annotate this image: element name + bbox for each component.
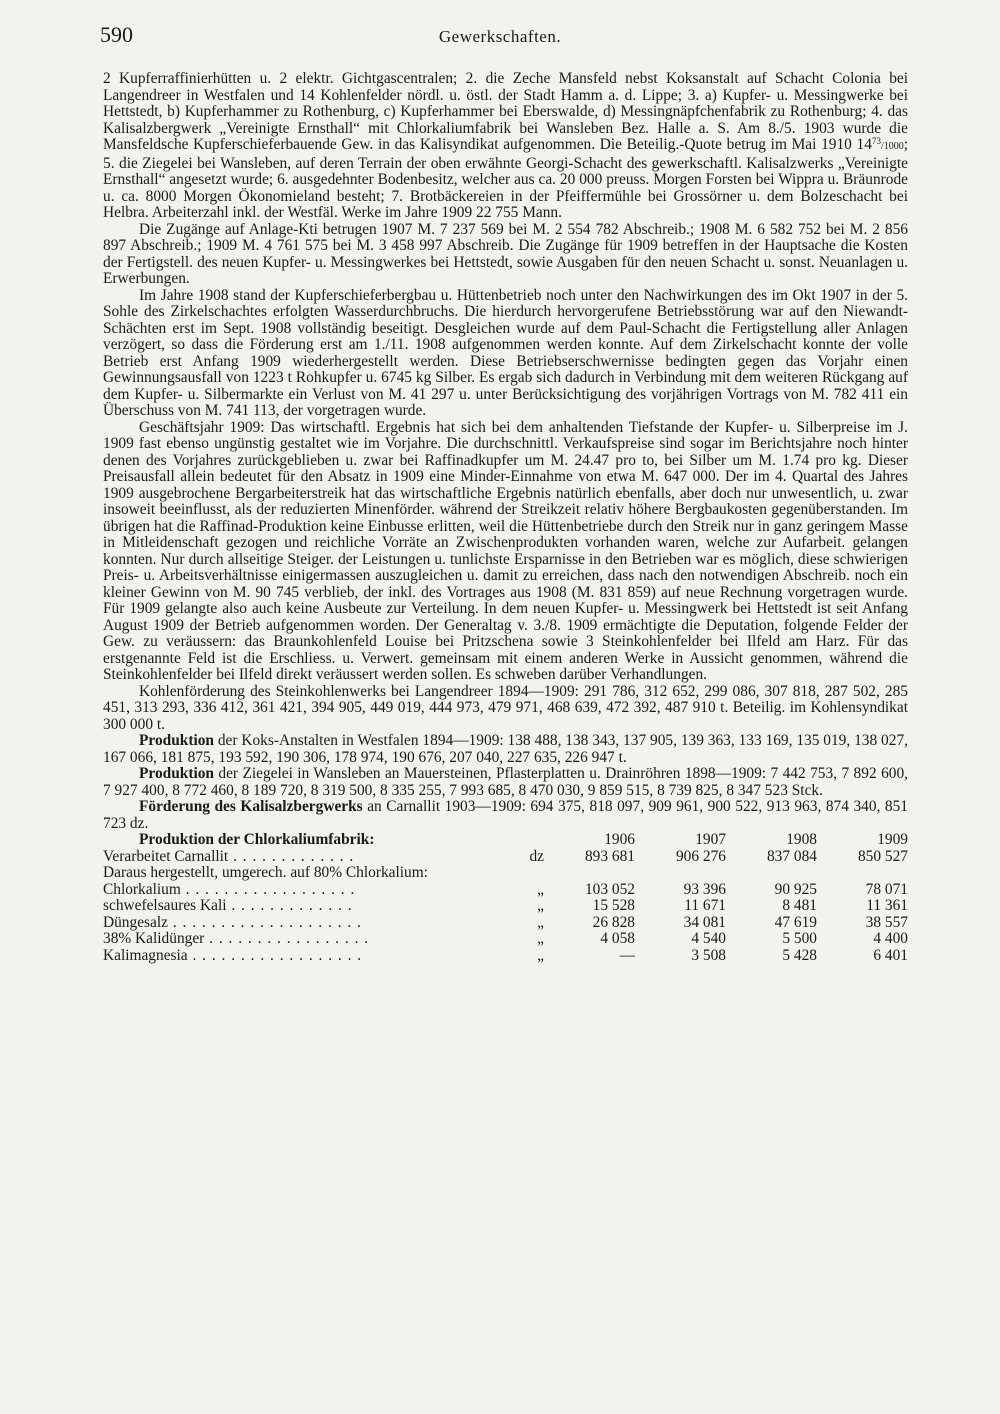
cell: 26 828 <box>592 913 635 931</box>
cell: 5 500 <box>782 930 817 947</box>
cell: 4 058 <box>600 930 635 947</box>
year-header: 1908 <box>786 831 817 848</box>
cell: 11 671 <box>684 897 726 914</box>
year-header: 1909 <box>877 831 908 848</box>
cell: 837 084 <box>766 847 817 865</box>
section-text: der Ziegelei in Wansleben an Mauersteinen, Pflasterplatten u. Drainröhren 1898—1909: 7 442 753, 7 892 600, 7 927 400, 8 772 460, 8 189 720, 8 319 500, 8 335 255, 7 993 685, 8 470 030, 9 859 515, 8 739 825, 8 347 523 Stck. <box>103 765 908 799</box>
page-body <box>103 71 908 964</box>
row-label: Chlorkalium <box>103 880 181 898</box>
table-subhead: Daraus hergestellt, umgerech. auf 80% Chlorkalium: <box>103 864 428 881</box>
chlorkalium-table <box>103 832 908 964</box>
cell: 103 052 <box>584 880 635 898</box>
paragraph-property: 2 Kupferraffinierhütten u. 2 elektr. Gichtgascentralen; 2. die Zeche Mansfeld nebst Koksanstalt auf Schacht Colonia bei Langendreer in Westfalen und 14 Kohlenfelder nördl. u. östl. der Stadt Hamm a. d. Lippe; 3. a) Kupfer- u. Messingwerke bei Hettstedt, b) Kupferhammer zu Rothenburg, c) Kupferhammer bei Eberswalde, d) Messingnäpfchenfabrik zu Rothenburg; 4. das Kalisalzbergwerk „Vereinigte Ernsthall“ mit Chlorkaliumfabrik bei Wansleben Bez. Halle a. S. Am 8./5. 1903 wurde die Mansfeldsche Kupferschieferbauende Gew. in das Kalisyndikat aufgenommen. Die Beteilig.-Quote betrug im Mai 1910 $14^{73}/1000$; 5. die Ziegelei bei Wansleben, auf deren Terrain der oben erwähnte Georgi-Schacht des gewerkschaftl. Kalisalzwerks „Vereinigte Ernsthall“ angesetzt wurde; 6. ausgedehnter Bodenbesitz, welcher aus ca. 20 000 preuss. Morgen Forsten bei Wippra u. Bräunrode u. ca. 8000 Morgen Ökonomieland besteht; 7. Brotbäckereien in der Pfeiffermühle bei Grossörner u. dem Bolzeschacht bei Helbra. Arbeiterzahl inkl. der Westfäl. Werke im Jahre 1909 22 755 Mann. <box>103 70 908 221</box>
row-label: schwefelsaures Kali <box>103 897 227 914</box>
section-label: Produktion <box>139 765 214 782</box>
section-label: Förderung des Kalisalzbergwerks <box>139 798 363 815</box>
paragraph-1909: Geschäftsjahr 1909: Das wirtschaftl. Ergebnis hat sich bei dem anhaltenden Tiefstande der Kupfer- u. Silberpreise im J. 1909 fast ebenso ungünstig gestaltet wie im Vorjahre. Die durchschnittl. Verkaufspreise sind sogar im Berichtsjahre noch hinter denen des Vorjahres zurückgeblieben u. zwar bei Raffinadkupfer um M. 24.47 pro to, bei Silber um M. 1.74 pro kg. Dieser Preisausfall allein bedeutet für den Absatz in 1909 eine Minder-Einnahme von etwa M. 647 000. Der im 4. Quartal des Jahres 1909 ausgebrochene Bergarbeiterstreik hat das wirtschaftliche Ergebnis natürlich ebenfalls, aber doch nur unwesentlich, u. zwar insoweit beeinflusst, als der reduzierten Minenförder. während der Streikzeit relativ höhere Bergbaukosten gegenüberstanden. Im übrigen hat die Raffinad-Produktion keine Einbusse erlitten, weil die Hüttenbetriebe durch den Streik nur in ganz geringem Masse in Mitleidenschaft gezogen und reichliche Vorräte an Zwischenprodukten vorhanden waren, welche zur Aufarbeit. gelangen konnten. Nur durch allseitige Steiger. der Leistungen u. tunlichste Ersparnisse in den Betrieben war es möglich, diese schwierigen Preis- u. Arbeitsverhältnisse einigermassen auszugleichen u. damit zu erreichen, dass nach den notwendigen Abschreib. noch ein kleiner Gewinn von M. 90 745 verblieb, der inkl. des Vortrages aus 1908 (M. 831 859) auf neue Rechnung vorgetragen wurde. Für 1909 gelangte also auch keine Ausbeute zur Verteilung. In dem neuen Kupfer- u. Messingwerk bei Hettstedt ist seit Anfang August 1909 der Betrieb aufgenommen worden. Der Generaltag v. 3./8. 1909 ermächtigte die Deputation, folgende Felder der Gew. zu veräussern: das Braunkohlenfeld Louise bei Pritzschena sowie 3 Steinkohlenfelder bei Ilfeld am Harz. Für das erstgenannte Feld ist die Erschliess. u. Verwert. gemeinsam mit einem anderen Werke in Aussicht genommen, während die Steinkohlenfelder bei Ilfeld direkt veräussert werden sollen. Es schweben darüber Verhandlungen. <box>103 418 908 683</box>
table-row: Chlorkalium . . . . . . . . . . . . . . . . . . „ 103 052 93 396 90 925 78 071 <box>103 880 908 898</box>
cell: 90 925 <box>774 880 817 898</box>
cell: 850 527 <box>857 847 908 865</box>
paragraph-coal: Kohlenförderung des Steinkohlenwerks bei Langendreer 1894—1909: 291 786, 312 652, 299 086, 307 818, 287 502, 285 451, 313 293, 336 412, 361 421, 394 905, 449 019, 444 973, 479 971, 468 639, 472 392, 487 910 t. Beteilig. im Kohlensyndikat 300 000 t. <box>103 682 908 733</box>
quota-denominator: 1000 <box>883 141 904 152</box>
year-header: 1906 <box>604 831 635 848</box>
cell: 11 361 <box>866 897 908 914</box>
table-row: Düngesalz . . . . . . . . . . . . . . . . . . . . „ 26 828 34 081 47 619 38 557 <box>103 913 908 931</box>
table-row: schwefelsaures Kali . . . . . . . . . . . . . „ 15 528 11 671 8 481 11 361 <box>103 897 908 914</box>
cell: 893 681 <box>584 847 635 865</box>
page-number: 590 <box>100 22 133 47</box>
year-header: 1907 <box>695 831 726 848</box>
table-row: 38% Kalidünger . . . . . . . . . . . . . . . . . „ 4 058 4 540 5 500 4 400 <box>103 930 908 947</box>
row-label: 38% Kalidünger <box>103 930 205 947</box>
row-unit: „ <box>537 897 544 914</box>
cell: 93 396 <box>683 880 726 898</box>
running-head: Gewerkschaften. <box>438 27 562 46</box>
table-title: Produktion der Chlorkaliumfabrik: <box>139 831 375 848</box>
cell: 4 400 <box>873 930 908 947</box>
cell: 47 619 <box>774 913 817 931</box>
production-potash <box>103 799 908 832</box>
paragraph-additions: Die Zugänge auf Anlage-Kti betrugen 1907 M. 7 237 569 bei M. 2 554 782 Abschreib.; 1908 M. 6 582 752 bei M. 2 856 897 Abschreib.; 1909 M. 4 761 575 bei M. 3 458 997 Abschreib. Die Zugänge für 1909 betreffen in der Hauptsache die Kosten der Fertigstell. des neuen Kupfer- u. Messingwerkes bei Hettstedt, sowie Ausgaben für den neuen Schacht u. sonst. Neuanlagen u. Erwerbungen. <box>103 220 908 287</box>
cell: 15 528 <box>592 897 635 914</box>
page-header <box>0 22 1000 52</box>
row-unit: „ <box>537 930 544 947</box>
row-label: Düngesalz <box>103 913 168 931</box>
section-text: der Koks-Anstalten in Westfalen 1894—1909: 138 488, 138 343, 137 905, 139 363, 133 169, 135 019, 138 027, 167 066, 181 875, 193 592, 190 306, 178 974, 190 676, 207 040, 227 635, 226 947 t. <box>103 732 908 766</box>
row-label: Verarbeitet Carnallit <box>103 847 229 865</box>
row-unit: „ <box>537 880 544 898</box>
paragraph-text: ; 5. die Ziegelei bei Wansleben, auf deren Terrain der oben erwähnte Georgi-Schacht des gewerkschaftl. Kalisalzwerks „Vereinigte Ernsthall“ angesetzt wurde; 6. ausgedehnter Bodenbesitz, welcher aus ca. 20 000 preuss. Morgen Forsten bei Wippra u. Bräunrode u. ca. 8000 Morgen Ökonomieland besteht; 7. Brotbäckereien in der Pfeiffermühle bei Grossörner u. dem Bolzeschacht bei Helbra. Arbeiterzahl inkl. der Westfäl. Werke im Jahre 1909 22 755 Mann. <box>103 136 908 221</box>
row-unit: „ <box>537 946 544 964</box>
table-row: Kalimagnesia . . . . . . . . . . . . . . . . . . „ — 3 508 5 428 6 401 <box>103 946 908 964</box>
cell: 78 071 <box>865 880 908 898</box>
cell: 34 081 <box>683 913 726 931</box>
cell: 906 276 <box>675 847 726 865</box>
table-row: Verarbeitet Carnallit . . . . . . . . . . . . . dz 893 681 906 276 837 084 850 527 <box>103 847 908 865</box>
cell: — <box>619 946 635 964</box>
cell: 8 481 <box>782 897 817 914</box>
row-unit: „ <box>537 913 544 931</box>
section-label: Produktion <box>139 732 214 749</box>
table-header-row <box>103 832 908 849</box>
table-subhead-row <box>103 865 908 882</box>
section-text: an Carnallit 1903—1909: 694 375, 818 097, 909 961, 900 522, 913 963, 874 340, 851 723 dz. <box>103 798 909 832</box>
paragraph-1908: Im Jahre 1908 stand der Kupferschieferbergbau u. Hüttenbetrieb noch unter den Nachwirkungen des im Okt 1907 in der 5. Sohle des Zirkelschachtes erfolgten Wasserdurchbruchs. Die hierdurch hervorgerufene Betriebsstörung war auf den Niewandt-Schächten erst im Sept. 1908 vollständig beseitigt. Desgleichen wurde auf dem Paul-Schacht die Fertigstellung aller Anlagen verzögert, so dass die Förderung erst am 1./11. 1908 aufgenommen werden konnte. Auf dem Zirkelschacht konnte der volle Betrieb erst Anfang 1909 wiederhergestellt werden. Diese Betriebserschwernisse bedingten gegen das Vorjahr einen Gewinnungsausfall von 1223 t Rohkupfer u. 6745 kg Silber. Es ergab sich dadurch in Verbindung mit dem weiteren Rückgang auf dem Kupfer- u. Silbermarkte ein Verlust von M. 41 297 u. unter Berücksichtigung des vorjährigen Vortrags von M. 782 411 ein Überschuss von M. 741 113, der vorgetragen wurde. <box>103 286 908 419</box>
paragraph-text: 2 Kupferraffinierhütten u. 2 elektr. Gichtgascentralen; 2. die Zeche Mansfeld nebst Koksanstalt auf Schacht Colonia bei Langendreer in Westfalen und 14 Kohlenfelder nördl. u. östl. der Stadt Hamm a. d. Lippe; 3. a) Kupfer- u. Messingwerke bei Hettstedt, b) Kupferhammer zu Rothenburg, c) Kupferhammer bei Eberswalde, d) Messingnäpfchenfabrik zu Rothenburg; 4. das Kalisalzbergwerk „Vereinigte Ernsthall“ mit Chlorkaliumfabrik bei Wansleben Bez. Halle a. S. Am 8./5. 1903 wurde die Mansfeldsche Kupferschieferbauende Gew. in das Kalisyndikat aufgenommen. Die Beteilig.-Quote betrug im Mai 1910 14 <box>103 70 908 153</box>
row-label: Kalimagnesia <box>103 946 188 964</box>
cell: 3 508 <box>691 946 726 964</box>
production-coke <box>103 733 908 766</box>
production-bricks <box>103 766 908 799</box>
cell: 4 540 <box>691 930 726 947</box>
cell: 38 557 <box>865 913 908 931</box>
row-unit: dz <box>529 847 544 865</box>
cell: 5 428 <box>782 946 817 964</box>
quota-numerator: 73 <box>871 136 881 146</box>
cell: 6 401 <box>873 946 908 964</box>
